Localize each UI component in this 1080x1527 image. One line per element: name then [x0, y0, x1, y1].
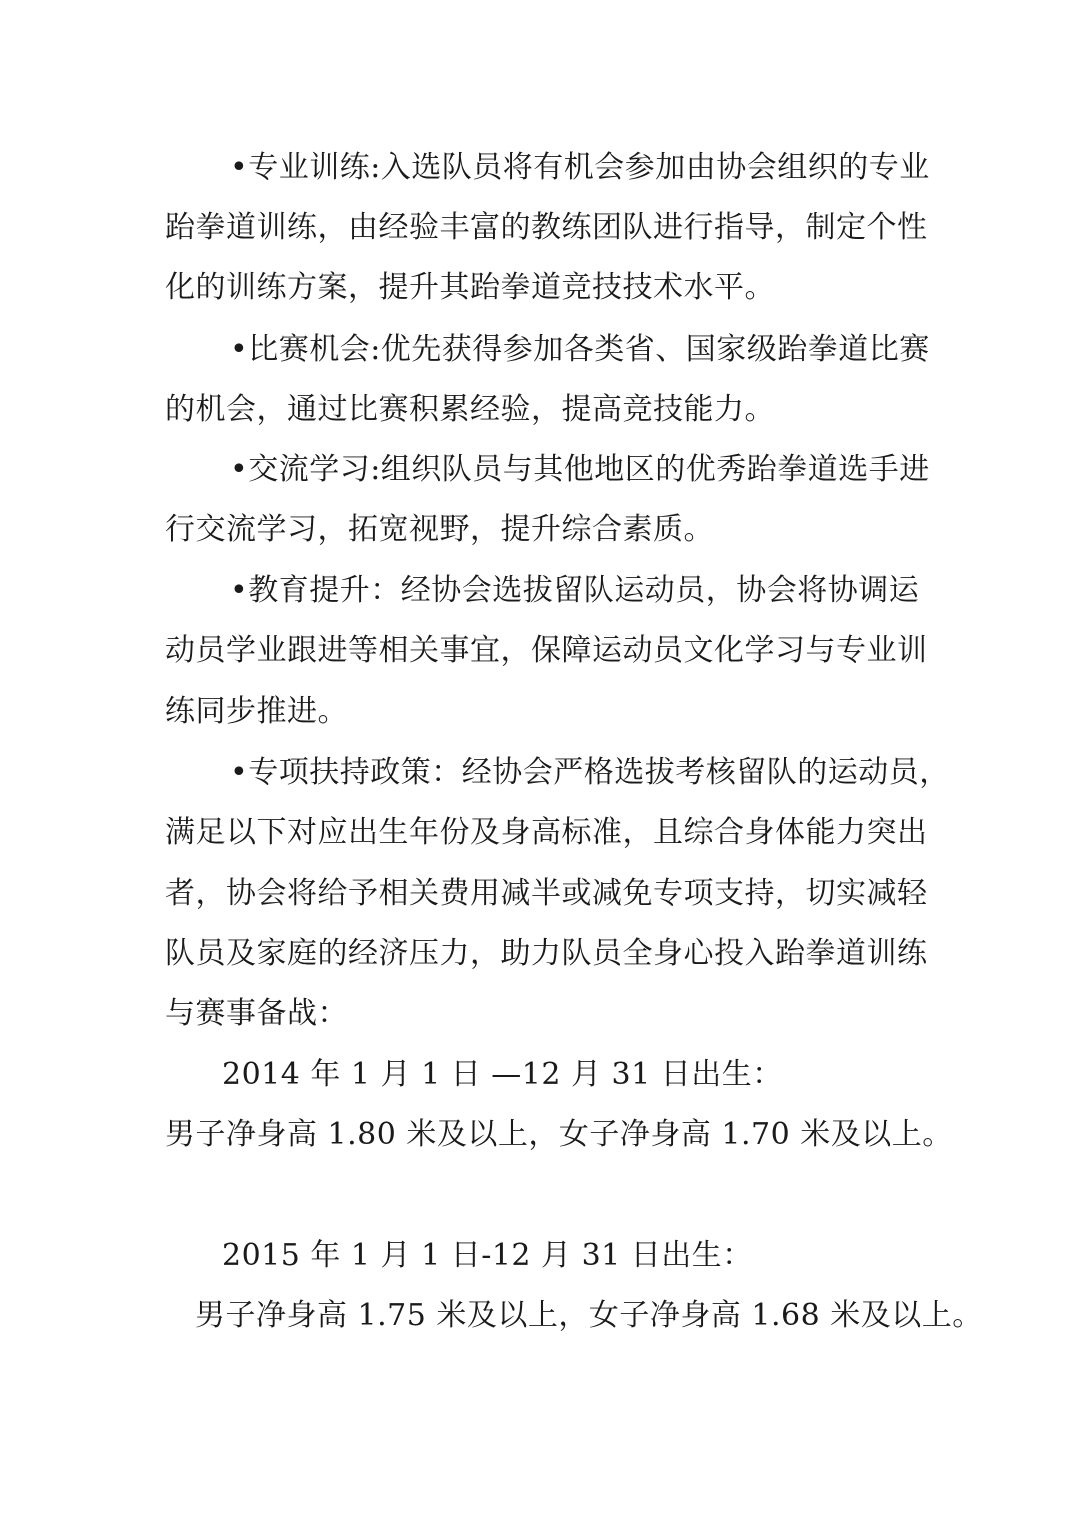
- text-line: 化的训练方案，提升其跆拳道竞技技术水平。: [165, 270, 775, 305]
- text-line: 与赛事备战：: [165, 996, 348, 1031]
- text-line: •专业训练:入选队员将有机会参加由协会组织的专业: [230, 150, 930, 185]
- text-line: 练同步推进。: [165, 694, 348, 729]
- text-line: 男子净身高 1.80 米及以上，女子净身高 1.70 米及以上。: [165, 1117, 953, 1152]
- text-line: 2015 年 1 月 1 日-12 月 31 日出生：: [222, 1238, 753, 1273]
- text-line: •交流学习:组织队员与其他地区的优秀跆拳道选手进: [230, 452, 930, 487]
- text-line: •教育提升：经协会选拔留队运动员，协会将协调运: [230, 573, 920, 608]
- text-line: •比赛机会:优先获得参加各类省、国家级跆拳道比赛: [230, 332, 930, 367]
- text-line: 队员及家庭的经济压力，助力队员全身心投入跆拳道训练: [165, 936, 928, 971]
- text-line: 2014 年 1 月 1 日 —12 月 31 日出生：: [222, 1057, 783, 1092]
- text-line: 跆拳道训练，由经验丰富的教练团队进行指导，制定个性: [165, 210, 928, 245]
- text-line: 者，协会将给予相关费用减半或减免专项支持，切实减轻: [165, 876, 928, 911]
- text-line: 的机会，通过比赛积累经验，提高竞技能力。: [165, 392, 775, 427]
- text-line: 行交流学习，拓宽视野，提升综合素质。: [165, 512, 714, 547]
- text-line: •专项扶持政策：经协会严格选拔考核留队的运动员，: [230, 755, 950, 790]
- text-line: 满足以下对应出生年份及身高标准，且综合身体能力突出: [165, 815, 928, 850]
- text-line: 男子净身高 1.75 米及以上，女子净身高 1.68 米及以上。: [195, 1298, 983, 1333]
- text-line: 动员学业跟进等相关事宜，保障运动员文化学习与专业训: [165, 633, 928, 668]
